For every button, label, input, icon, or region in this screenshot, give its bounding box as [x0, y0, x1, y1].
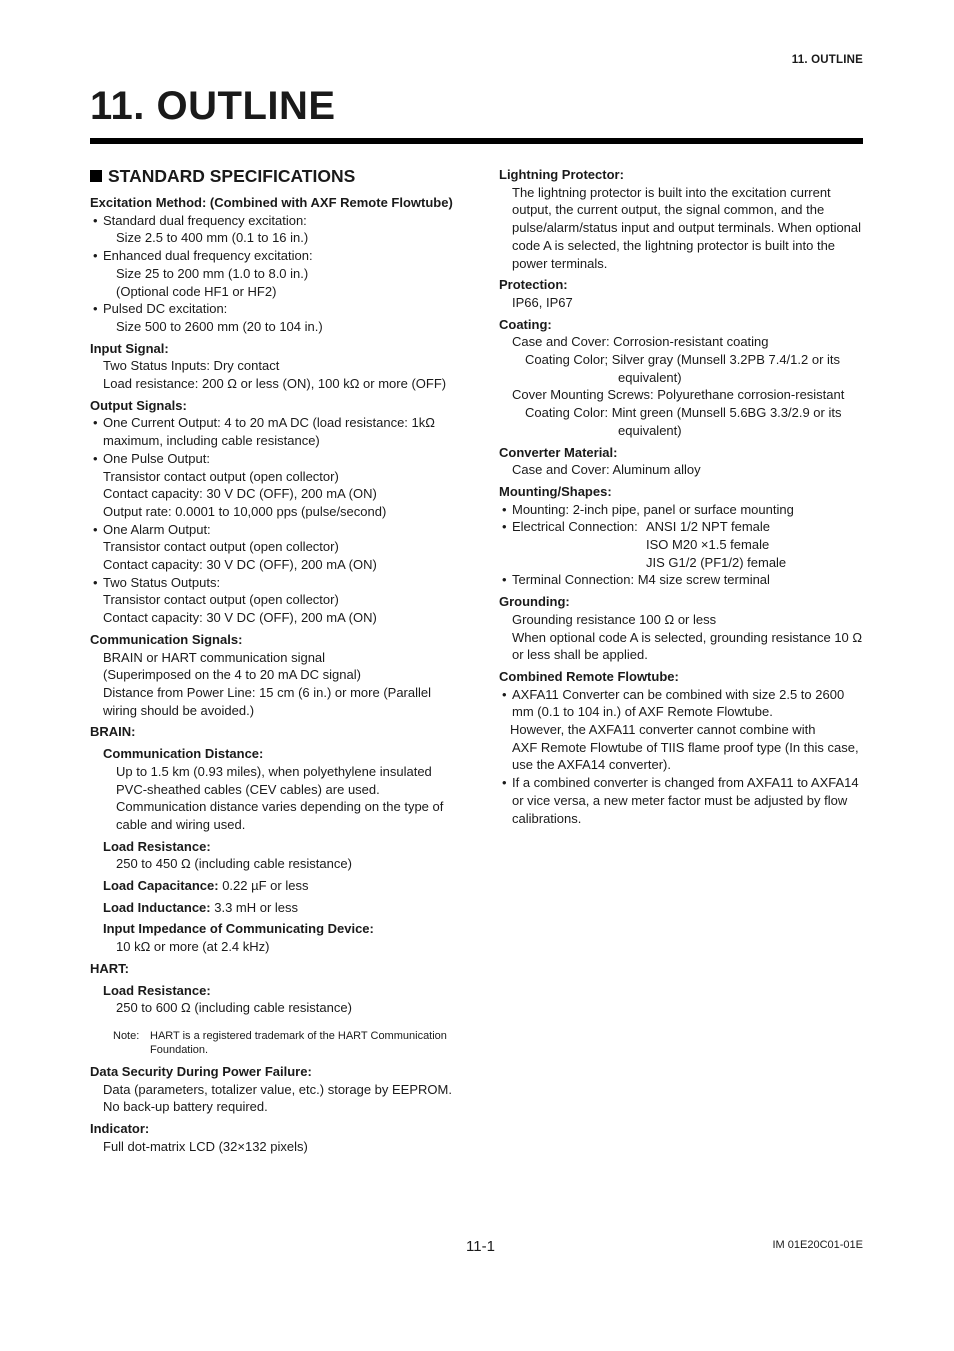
right-column: [499, 166, 863, 827]
electrical-connection-row: [499, 554, 863, 572]
brain-distance-text: Up to 1.5 km (0.93 miles), when polyethylene insulated PVC-sheathed cables (CEV cables) are used. Communication distance varies depending on the type of cable and wiring used.: [116, 763, 444, 832]
output-signals-heading: Output Signals:: [90, 397, 187, 413]
brain-impedance-heading: Input Impedance of Communicating Device:: [103, 921, 374, 937]
excitation-line: (Optional code HF1 or HF2): [116, 283, 277, 299]
hart-load-resistance-text: 250 to 600 Ω (including cable resistance): [116, 1000, 352, 1016]
note-label: Note:: [113, 1029, 140, 1042]
brain-load-capacitance: [90, 877, 462, 895]
running-header: 11. OUTLINE: [791, 54, 863, 66]
indicator-text: Full dot-matrix LCD (32×132 pixels): [103, 1138, 308, 1154]
output-line: • Two Status Outputs:: [90, 574, 462, 592]
coating-case-color: Coating Color; Silver gray (Munsell 3.2PB 7.4/1.2 or its: [525, 352, 841, 368]
combined-bullet: • AXFA11 Converter can be combined with size 2.5 to 2600 mm (0.1 to 104 in.) of AXF Remote Flowtube.: [499, 686, 863, 721]
output-line: Contact capacity: 30 V DC (OFF), 200 mA (ON): [103, 486, 377, 502]
combined-continuation: However, the AXFA11 converter cannot combine with: [510, 722, 816, 738]
input-signal-line: Load resistance: 200 Ω or less (ON), 100 kΩ or more (OFF): [103, 376, 447, 392]
excitation-heading: Excitation Method: (Combined with AXF Remote Flowtube): [90, 195, 453, 210]
left-column: [90, 165, 462, 1155]
page-title: 11. OUTLINE: [90, 84, 336, 128]
lightning-heading: Lightning Protector:: [499, 167, 624, 182]
page-number: 11-1: [466, 1238, 495, 1255]
section-title: [90, 165, 462, 187]
grounding-line: When optional code A is selected, grounding resistance 10 Ω or less shall be applied.: [512, 629, 863, 663]
section-title-text: STANDARD SPECIFICATIONS: [108, 166, 356, 186]
output-line: • One Alarm Output:: [90, 521, 462, 539]
grounding-line: Grounding resistance 100 Ω or less: [512, 611, 717, 627]
output-line: Transistor contact output (open collector): [103, 539, 339, 555]
excitation-line: • Pulsed DC excitation:: [90, 300, 462, 318]
hart-load-resistance-heading: Load Resistance:: [103, 982, 211, 998]
mounting-heading: Mounting/Shapes:: [499, 483, 612, 499]
mounting-line: • Mounting: 2-inch pipe, panel or surface mounting: [499, 501, 863, 519]
coating-case-color-cont: equivalent): [618, 369, 682, 385]
brain-load-inductance: [90, 899, 462, 917]
output-line: • One Current Output: 4 to 20 mA DC (load resistance: 1kΩ maximum, including cable resistance): [90, 414, 462, 449]
communication-line: BRAIN or HART communication signal: [103, 649, 326, 665]
coating-case-cover: Case and Cover: Corrosion-resistant coating: [512, 334, 769, 350]
grounding-heading: Grounding:: [499, 594, 570, 610]
input-signal-heading: Input Signal:: [90, 340, 169, 356]
protection-heading: Protection:: [499, 277, 568, 293]
communication-line: Distance from Power Line: 15 cm (6 in.) or more (Parallel wiring should be avoided.): [103, 684, 432, 718]
brain-distance-heading: Communication Distance:: [103, 746, 264, 762]
output-line: Contact capacity: 30 V DC (OFF), 200 mA (ON): [103, 557, 377, 573]
output-line: Contact capacity: 30 V DC (OFF), 200 mA (ON): [103, 610, 377, 626]
excitation-line: • Enhanced dual frequency excitation:: [90, 247, 462, 265]
output-line: Transistor contact output (open collector): [103, 592, 339, 608]
data-security-heading: Data Security During Power Failure:: [90, 1063, 312, 1079]
communication-line: (Superimposed on the 4 to 20 mA DC signal): [103, 667, 361, 683]
excitation-line: Size 2.5 to 400 mm (0.1 to 16 in.): [116, 230, 309, 246]
brain-load-resistance-text: 250 to 450 Ω (including cable resistance): [116, 856, 352, 872]
coating-screws-color: Coating Color: Mint green (Munsell 5.6BG 3.3/2.9 or its: [525, 405, 842, 421]
coating-screws-color-cont: equivalent): [618, 422, 682, 438]
electrical-connection-label: Electrical Connection:: [512, 519, 638, 535]
brain-impedance-text: 10 kΩ or more (at 2.4 kHz): [116, 939, 270, 955]
black-square-icon: [90, 170, 102, 182]
brain-load-capacitance-heading: Load Capacitance:: [103, 878, 219, 894]
electrical-connection-option: JIS G1/2 (PF1/2) female: [646, 554, 787, 570]
electrical-connection-option: ISO M20 ×1.5 female: [646, 537, 770, 553]
excitation-line: • Standard dual frequency excitation:: [90, 212, 462, 230]
protection-text: IP66, IP67: [512, 294, 573, 310]
title-rule: [90, 138, 863, 144]
combined-continuation: AXF Remote Flowtube of TIIS flame proof type (In this case, use the AXFA14 converter).: [512, 739, 859, 773]
excitation-line: Size 25 to 200 mm (1.0 to 8.0 in.): [116, 265, 309, 281]
material-text: Case and Cover: Aluminum alloy: [512, 462, 701, 478]
brain-load-inductance-text: 3.3 mH or less: [210, 899, 299, 915]
brain-load-resistance-heading: Load Resistance:: [103, 838, 211, 854]
brain-load-capacitance-text: 0.22 µF or less: [218, 878, 309, 894]
electrical-connection-option: ANSI 1/2 NPT female: [646, 519, 771, 535]
brain-heading: BRAIN:: [90, 724, 136, 740]
indicator-heading: Indicator:: [90, 1121, 150, 1137]
hart-heading: HART:: [90, 960, 129, 976]
excitation-line: Size 500 to 2600 mm (20 to 104 in.): [116, 318, 323, 334]
hart-note: [113, 1029, 462, 1057]
combined-heading: Combined Remote Flowtube:: [499, 668, 679, 684]
electrical-connection: [499, 518, 863, 536]
note-text: HART is a registered trademark of the HART Communication Foundation.: [150, 1029, 447, 1056]
output-line: • One Pulse Output:: [90, 450, 462, 468]
lightning-text: The lightning protector is built into the excitation current output, the current output, the signal common, and the pulse/alarm/status input and output terminals. When optional code A is selected, the lightning protector is built into the power terminals.: [512, 184, 862, 271]
terminal-connection: • Terminal Connection: M4 size screw terminal: [499, 571, 863, 589]
output-line: Output rate: 0.0001 to 10,000 pps (pulse/second): [103, 503, 387, 519]
coating-heading: Coating:: [499, 316, 552, 332]
combined-bullet: • If a combined converter is changed from AXFA11 to AXFA14 or vice versa, a new meter factor must be adjusted by flow calibrations.: [499, 774, 863, 827]
output-line: Transistor contact output (open collector): [103, 468, 339, 484]
electrical-connection-row: [499, 536, 863, 554]
document-id: IM 01E20C01-01E: [772, 1239, 863, 1251]
brain-load-inductance-heading: Load Inductance:: [103, 899, 211, 915]
communication-signals-heading: Communication Signals:: [90, 631, 243, 647]
input-signal-line: Two Status Inputs: Dry contact: [103, 358, 280, 374]
material-heading: Converter Material:: [499, 444, 618, 460]
data-security-text: Data (parameters, totalizer value, etc.) storage by EEPROM. No back-up battery required.: [103, 1081, 452, 1115]
coating-screws: Cover Mounting Screws: Polyurethane corrosion-resistant: [512, 387, 845, 403]
